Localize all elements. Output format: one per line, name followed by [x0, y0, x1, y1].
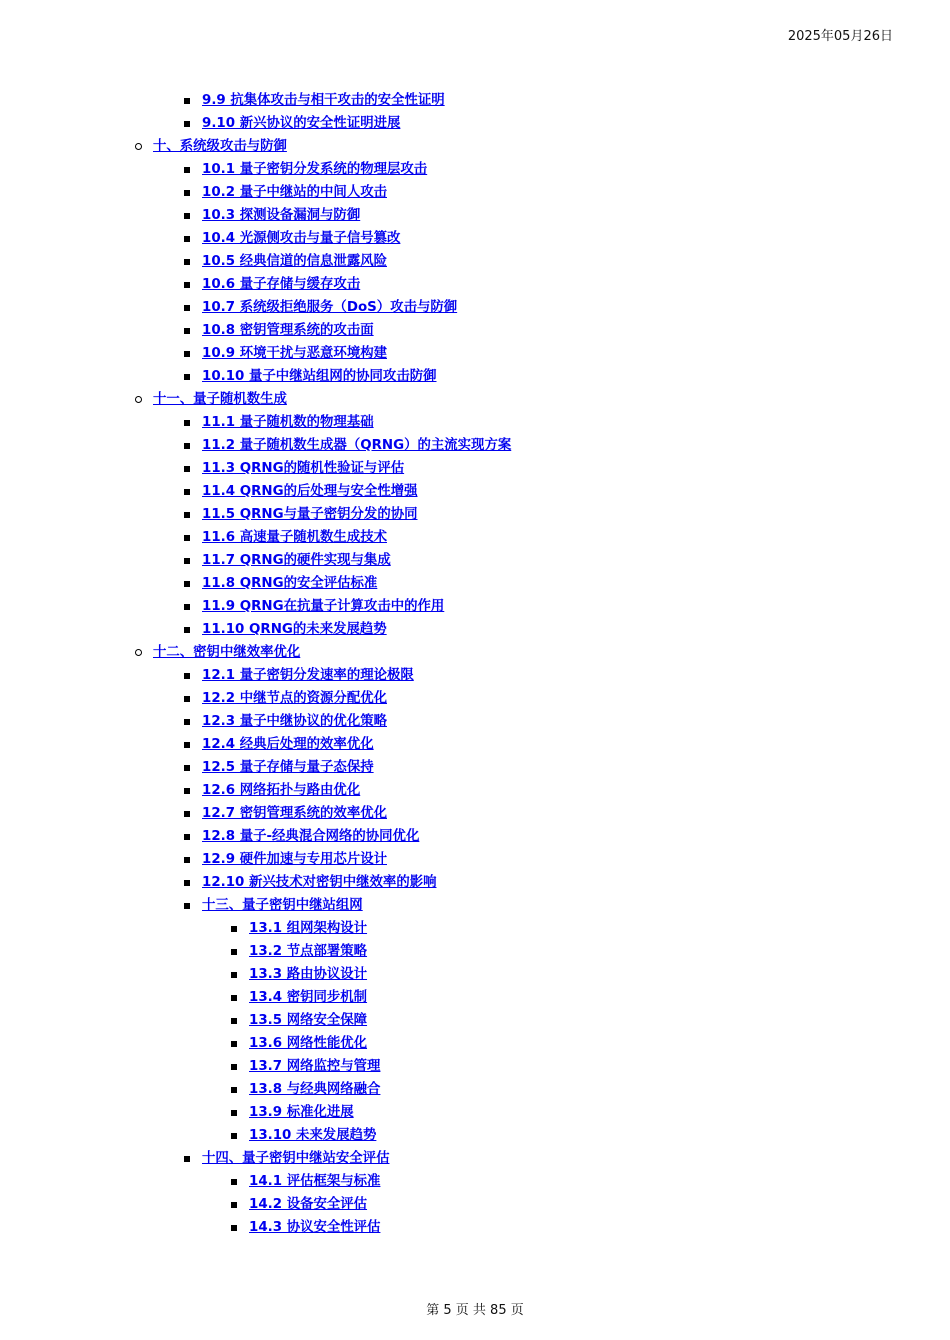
toc-entry — [0, 503, 950, 526]
toc-entry — [0, 89, 950, 112]
page-number: 第 5 页 共 85 页 — [426, 1303, 524, 1318]
hollow-bullet-icon — [135, 143, 142, 150]
toc-link[interactable]: 12.6 网络拓扑与路由优化 — [202, 783, 361, 798]
toc-link[interactable]: 10.6 量子存储与缓存攻击 — [202, 277, 361, 292]
toc-link[interactable]: 13.7 网络监控与管理 — [249, 1059, 381, 1074]
toc-link[interactable]: 12.9 硬件加速与专用芯片设计 — [202, 852, 387, 867]
square-bullet-icon — [184, 903, 190, 909]
square-bullet-icon — [231, 1087, 237, 1093]
toc-entry — [0, 1216, 950, 1239]
square-bullet-icon — [184, 259, 190, 265]
toc-entry — [0, 526, 950, 549]
square-bullet-icon — [184, 420, 190, 426]
square-bullet-icon — [184, 627, 190, 633]
square-bullet-icon — [184, 305, 190, 311]
square-bullet-icon — [184, 811, 190, 817]
toc-link[interactable]: 13.3 路由协议设计 — [249, 967, 368, 982]
square-bullet-icon — [184, 535, 190, 541]
square-bullet-icon — [184, 765, 190, 771]
toc-link[interactable]: 10.2 量子中继站的中间人攻击 — [202, 185, 387, 200]
toc-entry — [0, 1170, 950, 1193]
toc-entry — [0, 549, 950, 572]
toc-link[interactable]: 11.6 高速量子随机数生成技术 — [202, 530, 387, 545]
square-bullet-icon — [231, 1225, 237, 1231]
toc-link[interactable]: 十、系统级攻击与防御 — [153, 139, 287, 154]
toc-entry — [0, 227, 950, 250]
toc-entry — [0, 1032, 950, 1055]
toc-link[interactable]: 11.5 QRNG与量子密钥分发的协同 — [202, 507, 418, 522]
toc-link[interactable]: 十一、量子随机数生成 — [153, 392, 287, 407]
toc-entry — [0, 1009, 950, 1032]
toc-entry — [0, 480, 950, 503]
toc-link[interactable]: 11.1 量子随机数的物理基础 — [202, 415, 374, 430]
toc-link[interactable]: 10.7 系统级拒绝服务（DoS）攻击与防御 — [202, 300, 458, 315]
toc-entry — [0, 434, 950, 457]
square-bullet-icon — [184, 213, 190, 219]
toc-link[interactable]: 12.5 量子存储与量子态保持 — [202, 760, 374, 775]
toc-entry — [0, 319, 950, 342]
toc-entry — [0, 273, 950, 296]
toc-link[interactable]: 11.8 QRNG的安全评估标准 — [202, 576, 378, 591]
toc-link[interactable]: 12.8 量子-经典混合网络的协同优化 — [202, 829, 420, 844]
square-bullet-icon — [184, 374, 190, 380]
toc-entry — [0, 1055, 950, 1078]
hollow-bullet-icon — [135, 649, 142, 656]
square-bullet-icon — [231, 995, 237, 1001]
toc-link[interactable]: 十三、量子密钥中继站组网 — [202, 898, 363, 913]
table-of-contents — [0, 89, 950, 1239]
toc-entry — [0, 135, 950, 158]
square-bullet-icon — [184, 466, 190, 472]
toc-entry — [0, 618, 950, 641]
toc-link[interactable]: 12.7 密钥管理系统的效率优化 — [202, 806, 387, 821]
toc-entry — [0, 1147, 950, 1170]
toc-link[interactable]: 13.1 组网架构设计 — [249, 921, 368, 936]
square-bullet-icon — [231, 1202, 237, 1208]
square-bullet-icon — [184, 880, 190, 886]
toc-link[interactable]: 11.10 QRNG的未来发展趋势 — [202, 622, 387, 637]
toc-link[interactable]: 11.7 QRNG的硬件实现与集成 — [202, 553, 391, 568]
square-bullet-icon — [184, 512, 190, 518]
toc-entry — [0, 825, 950, 848]
toc-link[interactable]: 13.9 标准化进展 — [249, 1105, 354, 1120]
toc-entry — [0, 848, 950, 871]
toc-entry — [0, 917, 950, 940]
toc-link[interactable]: 10.3 探测设备漏洞与防御 — [202, 208, 361, 223]
square-bullet-icon — [184, 351, 190, 357]
toc-link[interactable]: 10.9 环境干扰与恶意环境构建 — [202, 346, 387, 361]
toc-entry — [0, 1101, 950, 1124]
toc-link[interactable]: 12.3 量子中继协议的优化策略 — [202, 714, 387, 729]
toc-link[interactable]: 14.2 设备安全评估 — [249, 1197, 368, 1212]
square-bullet-icon — [184, 857, 190, 863]
toc-link[interactable]: 12.1 量子密钥分发速率的理论极限 — [202, 668, 414, 683]
toc-entry — [0, 112, 950, 135]
square-bullet-icon — [231, 1018, 237, 1024]
square-bullet-icon — [184, 742, 190, 748]
toc-entry — [0, 342, 950, 365]
square-bullet-icon — [184, 190, 190, 196]
square-bullet-icon — [231, 1041, 237, 1047]
toc-link[interactable]: 13.10 未来发展趋势 — [249, 1128, 377, 1143]
toc-entry — [0, 1124, 950, 1147]
square-bullet-icon — [184, 581, 190, 587]
toc-entry — [0, 1078, 950, 1101]
square-bullet-icon — [184, 443, 190, 449]
toc-link[interactable]: 10.8 密钥管理系统的攻击面 — [202, 323, 374, 338]
toc-link[interactable]: 10.10 量子中继站组网的协同攻击防御 — [202, 369, 437, 384]
document-date: 2025年05月26日 — [787, 29, 893, 44]
toc-entry — [0, 204, 950, 227]
toc-link[interactable]: 13.4 密钥同步机制 — [249, 990, 368, 1005]
toc-entry — [0, 779, 950, 802]
square-bullet-icon — [231, 972, 237, 978]
square-bullet-icon — [184, 282, 190, 288]
toc-entry — [0, 388, 950, 411]
toc-entry — [0, 457, 950, 480]
toc-entry — [0, 595, 950, 618]
toc-link[interactable]: 13.8 与经典网络融合 — [249, 1082, 381, 1097]
toc-entry — [0, 296, 950, 319]
toc-entry — [0, 365, 950, 388]
toc-link[interactable]: 9.9 抗集体攻击与相干攻击的安全性证明 — [202, 93, 445, 108]
toc-entry — [0, 986, 950, 1009]
toc-entry — [0, 802, 950, 825]
toc-entry — [0, 871, 950, 894]
toc-link[interactable]: 14.3 协议安全性评估 — [249, 1220, 381, 1235]
toc-link[interactable]: 14.1 评估框架与标准 — [249, 1174, 381, 1189]
square-bullet-icon — [184, 788, 190, 794]
square-bullet-icon — [231, 1133, 237, 1139]
toc-link[interactable]: 11.2 量子随机数生成器（QRNG）的主流实现方案 — [202, 438, 512, 453]
square-bullet-icon — [184, 98, 190, 104]
toc-link[interactable]: 十四、量子密钥中继站安全评估 — [202, 1151, 390, 1166]
toc-link[interactable]: 十二、密钥中继效率优化 — [153, 645, 301, 660]
toc-link[interactable]: 10.1 量子密钥分发系统的物理层攻击 — [202, 162, 428, 177]
toc-entry — [0, 572, 950, 595]
square-bullet-icon — [184, 328, 190, 334]
toc-link[interactable]: 10.4 光源侧攻击与量子信号篡改 — [202, 231, 401, 246]
square-bullet-icon — [231, 1110, 237, 1116]
toc-entry — [0, 250, 950, 273]
square-bullet-icon — [184, 236, 190, 242]
toc-entry — [0, 158, 950, 181]
toc-entry — [0, 641, 950, 664]
toc-link[interactable]: 11.3 QRNG的随机性验证与评估 — [202, 461, 405, 476]
toc-entry — [0, 894, 950, 917]
toc-entry — [0, 710, 950, 733]
square-bullet-icon — [184, 1156, 190, 1162]
toc-link[interactable]: 11.9 QRNG在抗量子计算攻击中的作用 — [202, 599, 445, 614]
square-bullet-icon — [184, 489, 190, 495]
square-bullet-icon — [184, 121, 190, 127]
square-bullet-icon — [184, 673, 190, 679]
square-bullet-icon — [184, 696, 190, 702]
toc-entry — [0, 664, 950, 687]
toc-link[interactable]: 10.5 经典信道的信息泄露风险 — [202, 254, 387, 269]
toc-link[interactable]: 13.5 网络安全保障 — [249, 1013, 368, 1028]
square-bullet-icon — [231, 1179, 237, 1185]
toc-entry — [0, 1193, 950, 1216]
toc-entry — [0, 756, 950, 779]
square-bullet-icon — [184, 604, 190, 610]
toc-link[interactable]: 12.2 中继节点的资源分配优化 — [202, 691, 387, 706]
toc-entry — [0, 963, 950, 986]
square-bullet-icon — [231, 926, 237, 932]
toc-link[interactable]: 9.10 新兴协议的安全性证明进展 — [202, 116, 401, 131]
toc-link[interactable]: 13.2 节点部署策略 — [249, 944, 368, 959]
square-bullet-icon — [184, 558, 190, 564]
toc-link[interactable]: 12.10 新兴技术对密钥中继效率的影响 — [202, 875, 437, 890]
square-bullet-icon — [231, 1064, 237, 1070]
toc-link[interactable]: 13.6 网络性能优化 — [249, 1036, 368, 1051]
square-bullet-icon — [184, 167, 190, 173]
toc-entry — [0, 940, 950, 963]
toc-entry — [0, 733, 950, 756]
square-bullet-icon — [184, 834, 190, 840]
hollow-bullet-icon — [135, 396, 142, 403]
toc-entry — [0, 411, 950, 434]
square-bullet-icon — [184, 719, 190, 725]
toc-entry — [0, 181, 950, 204]
toc-link[interactable]: 12.4 经典后处理的效率优化 — [202, 737, 374, 752]
square-bullet-icon — [231, 949, 237, 955]
toc-entry — [0, 687, 950, 710]
toc-link[interactable]: 11.4 QRNG的后处理与安全性增强 — [202, 484, 418, 499]
